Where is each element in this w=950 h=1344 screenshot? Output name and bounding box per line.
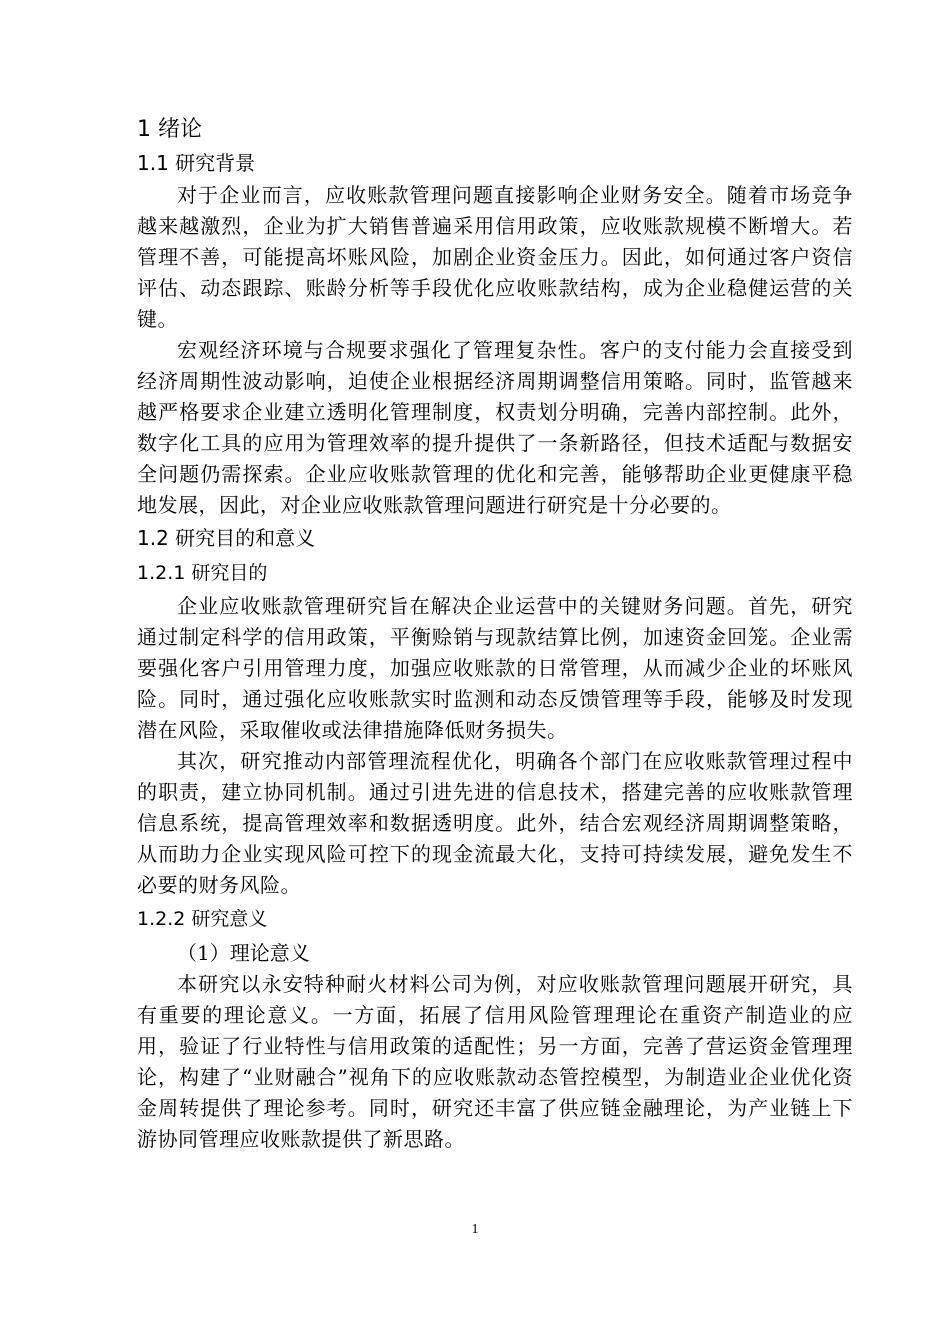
- chapter-title: 1 绪论: [137, 117, 202, 142]
- theory-significance-label: （1）理论意义: [177, 941, 310, 965]
- paragraph: 其次，研究推动内部管理流程优化，明确各个部门在应收账款管理过程中的职责，建立协同机制。通过引进先进的信息技术，搭建完善的应收账款管理信息系统，提高管理效率和数据透明度。此外，结合宏观经济周期调整策略，从而助力企业实现风险可控下的现金流最大化，支持可持续发展，避免发生不必要的财务风险。: [137, 749, 853, 897]
- page-body: [137, 114, 853, 1155]
- paragraph: 本研究以永安特种耐火材料公司为例，对应收账款管理问题展开研究，具有重要的理论意义。一方面，拓展了信用风险管理理论在重资产制造业的应用，验证了行业特性与信用政策的适配性；另一方面，完善了营运资金管理理论，构建了“业财融合”视角下的应收账款动态管控模型，为制造业企业优化资金周转提供了理论参考。同时，研究还丰富了供应链金融理论，为产业链上下游协同管理应收账款提供了新思路。: [137, 972, 853, 1151]
- subsection-heading-1-2-1: 1.2.1 研究目的: [137, 562, 268, 584]
- subsection-heading-1-2-2: 1.2.2 研究意义: [137, 908, 268, 930]
- paragraph: 宏观经济环境与合规要求强化了管理复杂性。客户的支付能力会直接受到经济周期性波动影响，迫使企业根据经济周期调整信用策略。同时，监管越来越严格要求企业建立透明化管理制度，权责划分明确，完善内部控制。此外，数字化工具的应用为管理效率的提升提供了一条新路径，但技术适配与数据安全问题仍需探索。企业应收账款管理的优化和完善，能够帮助企业更健康平稳地发展，因此，对企业应收账款管理问题进行研究是十分必要的。: [137, 338, 853, 517]
- page-number: 1: [471, 1222, 479, 1237]
- section-heading-1-1: 1.1 研究背景: [137, 151, 256, 175]
- section-heading-1-2: 1.2 研究目的和意义: [137, 526, 316, 550]
- paragraph: 对于企业而言，应收账款管理问题直接影响企业财务安全。随着市场竞争越来越激烈，企业为扩大销售普遍采用信用政策，应收账款规模不断增大。若管理不善，可能提高坏账风险，加剧企业资金压力。因此，如何通过客户资信评估、动态跟踪、账龄分析等手段优化应收账款结构，成为企业稳健运营的关键。: [137, 183, 853, 331]
- paragraph: 企业应收账款管理研究旨在解决企业运营中的关键财务问题。首先，研究通过制定科学的信用政策，平衡赊销与现款结算比例，加速资金回笼。企业需要强化客户引用管理力度，加强应收账款的日常管理，从而减少企业的坏账风险。同时，通过强化应收账款实时监测和动态反馈管理等手段，能够及时发现潜在风险，采取催收或法律措施降低财务损失。: [137, 594, 853, 742]
